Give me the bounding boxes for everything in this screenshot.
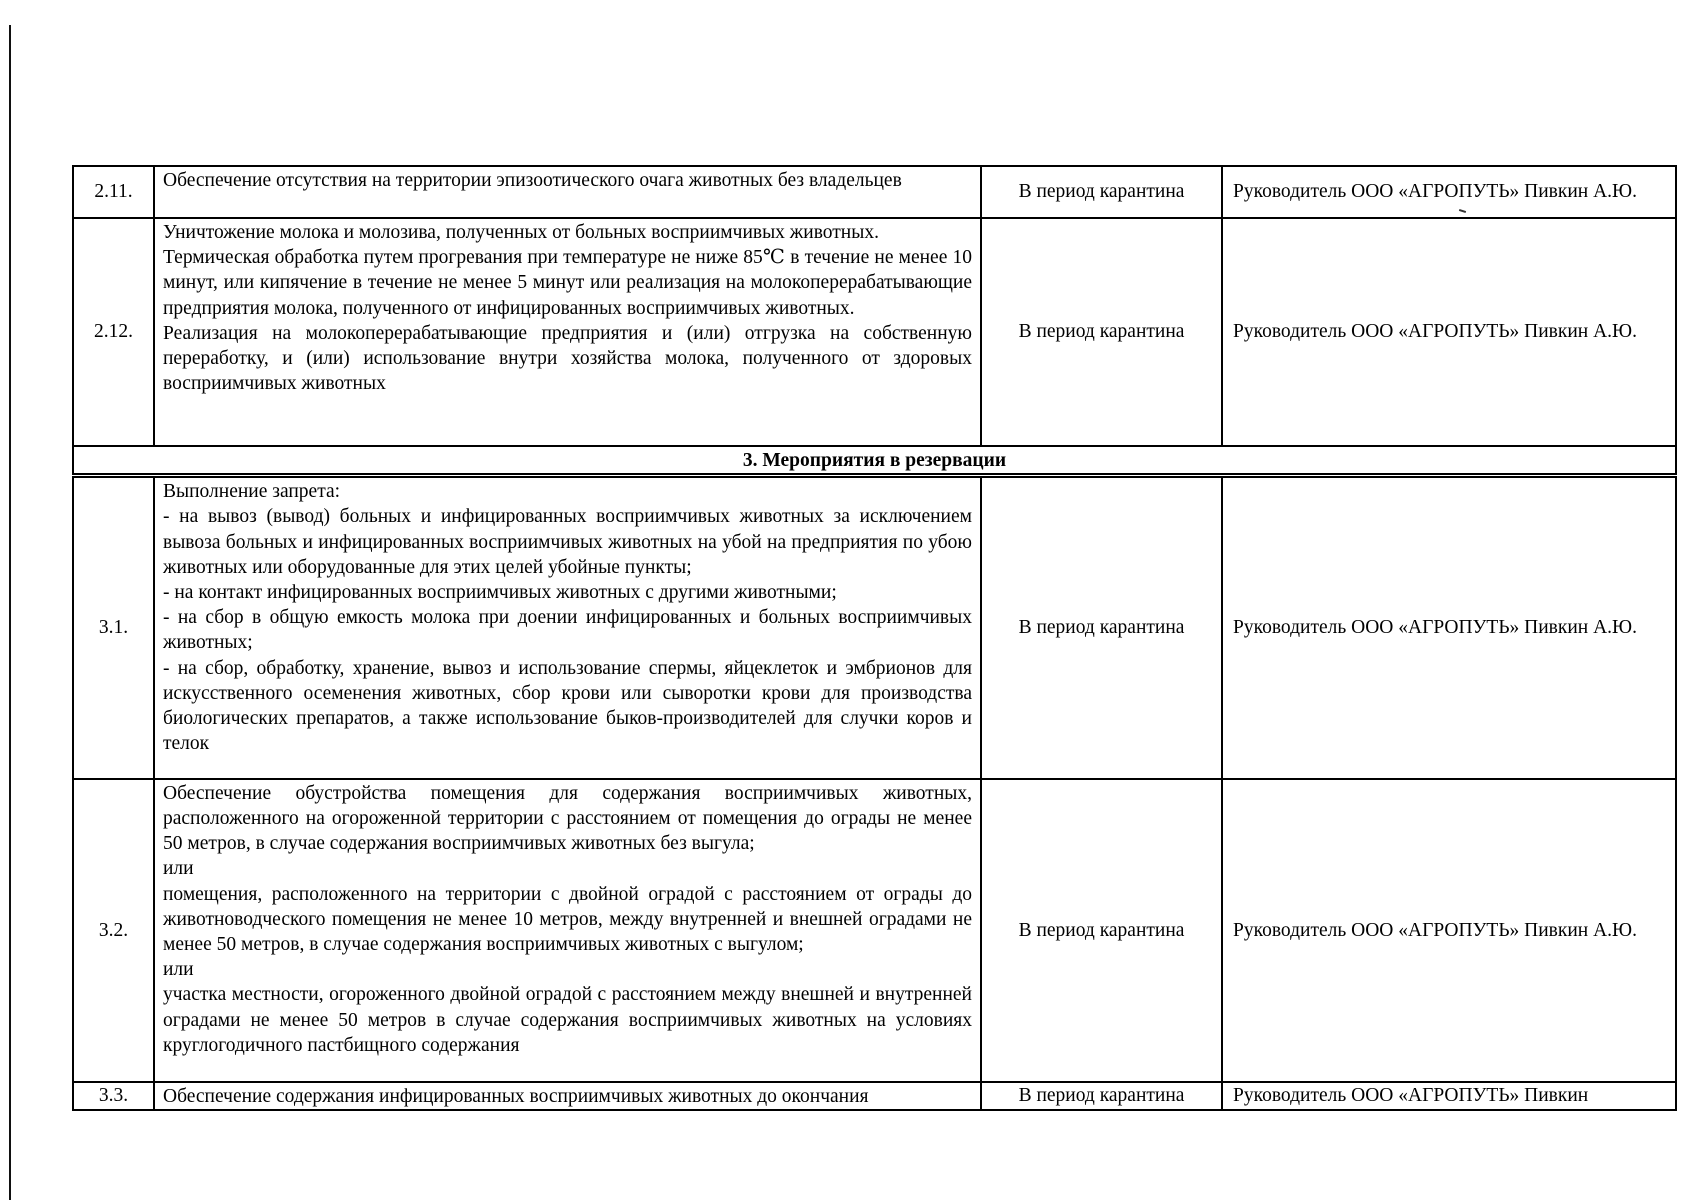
measure-paragraph: - на вывоз (вывод) больных и инфицированных восприимчивых животных за исключением вывоза больных и инфицированных восприимчивых животных на убой на предприятия по убою животных или оборудованные для этих целей убойные пункты; — [163, 506, 972, 578]
row-number: 2.12. — [73, 218, 154, 446]
period-cell: В период карантина — [981, 476, 1222, 779]
measure-paragraph: Обеспечение содержания инфицированных восприимчивых животных до окончания — [163, 1085, 869, 1107]
section-title: 3. Мероприятия в резервации — [73, 446, 1676, 476]
left-margin-line — [9, 25, 11, 1200]
measure-description — [154, 779, 981, 1082]
table-row — [73, 476, 1676, 779]
measure-paragraph: Уничтожение молока и молозива, полученных от больных восприимчивых животных. — [163, 222, 879, 243]
measure-description — [154, 166, 981, 218]
measure-paragraph: помещения, расположенного на территории с двойной оградой с расстоянием от ограды до животноводческого помещения не менее 10 метров, между внутренней и внешней оградами не менее 50 метров, в случае содержания восприимчивых животных с выгулом; — [163, 883, 972, 955]
measure-paragraph: Обеспечение отсутствия на территории эпизоотического очага животных без владельцев — [163, 170, 902, 191]
section-header-row — [73, 446, 1676, 476]
row-number: 3.3. — [73, 1082, 154, 1110]
measure-description — [154, 476, 981, 779]
period-cell: В период карантина — [981, 166, 1222, 218]
measures-table — [72, 165, 1677, 1111]
measure-paragraph: участка местности, огороженного двойной оградой с расстоянием между внешней и внутренней оградами не менее 50 метров в случае содержания восприимчивых животных на условиях круглогодичного пастбищного содержания — [163, 984, 972, 1056]
table-row — [73, 166, 1676, 218]
measure-paragraph: - на сбор, обработку, хранение, вывоз и использование спермы, яйцеклеток и эмбрионов для искусственного осеменения животных, сбор крови или сыворотки крови для производства биологических препаратов, а также использование быков-производителей для случки коров и телок — [163, 657, 972, 755]
measure-paragraph: или — [163, 858, 194, 880]
row-number: 2.11. — [73, 166, 154, 218]
table-row — [73, 218, 1676, 446]
responsible-cell: Руководитель ООО «АГРОПУТЬ» Пивкин — [1222, 1082, 1676, 1110]
measure-paragraph: Обеспечение обустройства помещения для содержания восприимчивых животных, расположенного на огороженной территории с расстоянием от помещения до ограды не менее 50 метров, в случае содержания восприимчивых животных без выгула; — [163, 782, 972, 855]
measure-paragraph: - на контакт инфицированных восприимчивых животных с другими животными; — [163, 582, 837, 604]
measure-description — [154, 1082, 981, 1110]
row-number: 3.1. — [73, 476, 154, 779]
table-row — [73, 779, 1676, 1082]
measure-paragraph: - на сбор в общую емкость молока при доении инфицированных и больных восприимчивых животных; — [163, 607, 972, 654]
measure-paragraph: или — [163, 959, 194, 981]
measure-description — [154, 218, 981, 446]
responsible-cell: Руководитель ООО «АГРОПУТЬ» Пивкин А.Ю. — [1222, 218, 1676, 446]
period-cell: В период карантина — [981, 779, 1222, 1082]
responsible-cell: Руководитель ООО «АГРОПУТЬ» Пивкин А.Ю. — [1222, 476, 1676, 779]
measure-paragraph: Выполнение запрета: — [163, 481, 341, 503]
table-row — [73, 1082, 1676, 1110]
measure-paragraph: Реализация на молокоперерабатывающие предприятия и (или) отгрузка на собственную переработку, и (или) использование внутри хозяйства молока, полученного от здоровых восприимчивых животных — [163, 322, 972, 395]
measure-paragraph: Термическая обработка путем прогревания при температуре не ниже 85℃ в течение не менее 10 минут, или кипячение в течение не менее 5 минут или реализация на молокоперерабатывающие предприятия молока, полученного от инфицированных восприимчивых животных. — [163, 247, 972, 319]
period-cell: В период карантина — [981, 218, 1222, 446]
row-number: 3.2. — [73, 779, 154, 1082]
responsible-cell: Руководитель ООО «АГРОПУТЬ» Пивкин А.Ю. — [1222, 779, 1676, 1082]
responsible-cell: Руководитель ООО «АГРОПУТЬ» Пивкин А.Ю. — [1222, 166, 1676, 218]
period-cell: В период карантина — [981, 1082, 1222, 1110]
